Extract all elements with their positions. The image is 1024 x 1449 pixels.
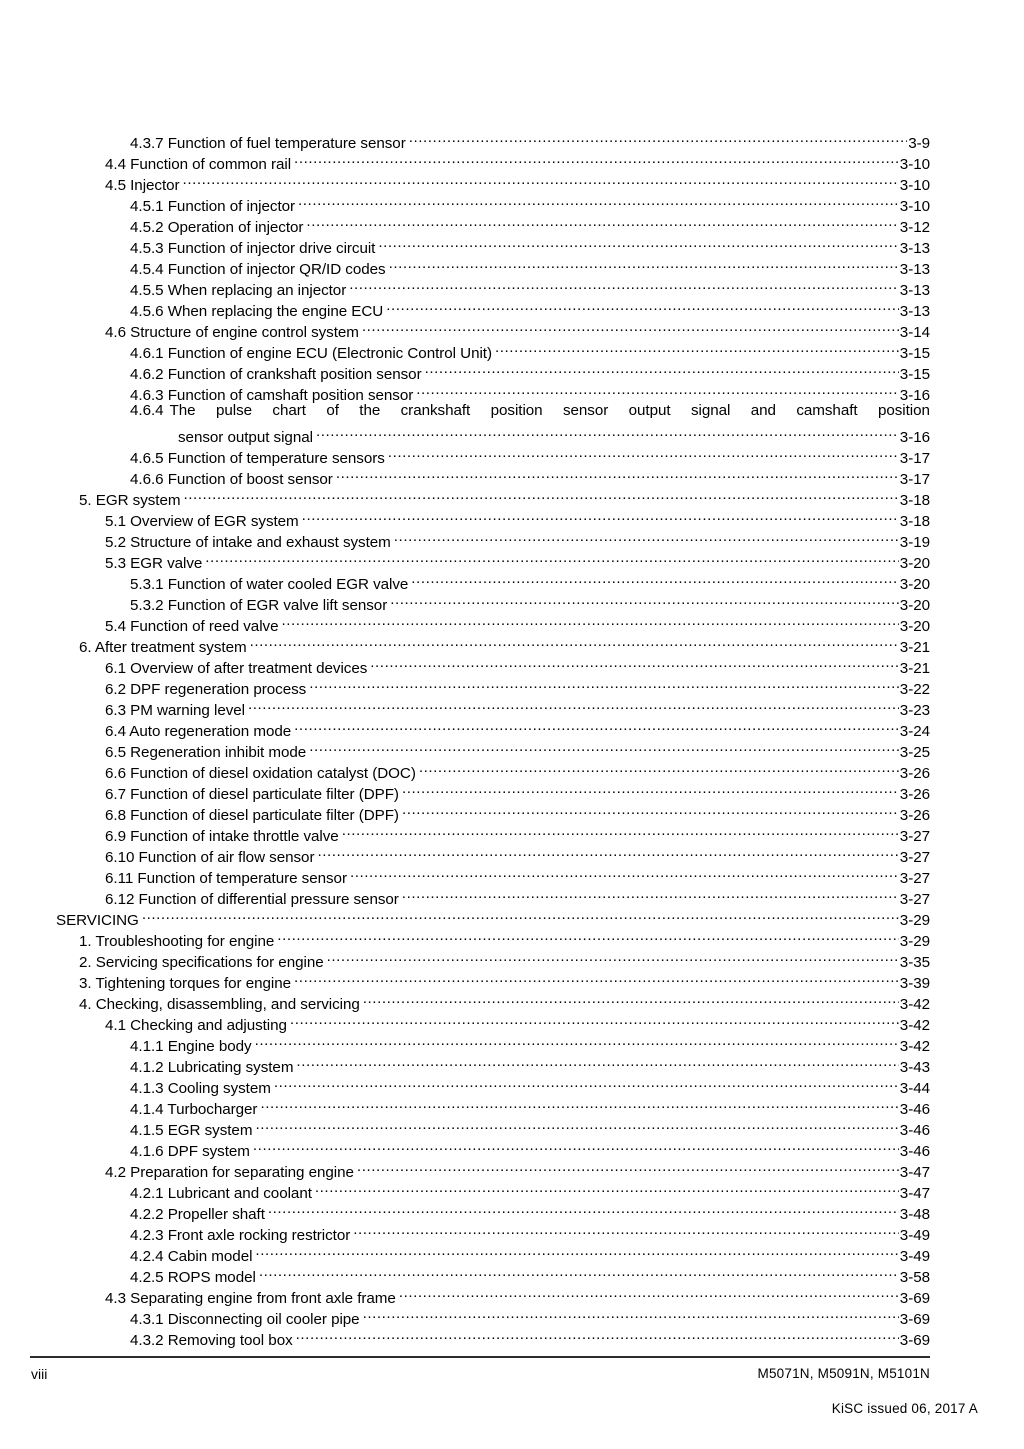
footer-divider bbox=[30, 1356, 930, 1358]
toc-entry-label: 4.3.2 Removing tool box bbox=[130, 1332, 293, 1349]
toc-entry[interactable] bbox=[0, 1156, 1024, 1181]
toc-page-number: 3-27 bbox=[899, 891, 930, 908]
toc-page-number: 3-29 bbox=[899, 912, 930, 929]
toc-leader-dots bbox=[399, 1282, 899, 1303]
toc-leader-dots bbox=[183, 169, 899, 190]
toc-page-number: 3-24 bbox=[899, 723, 930, 740]
toc-entry-label: 4. Checking, disassembling, and servicing bbox=[79, 996, 360, 1013]
toc-entry-label: 4.3 Separating engine from front axle frame bbox=[105, 1290, 396, 1307]
toc-entry[interactable] bbox=[0, 946, 1024, 971]
toc-entry[interactable] bbox=[0, 1303, 1024, 1328]
toc-entry-line-2 bbox=[130, 421, 930, 446]
footer-issue-note: KiSC issued 06, 2017 A bbox=[831, 1401, 978, 1416]
toc-leader-dots bbox=[386, 295, 899, 316]
toc-page-number: 3-39 bbox=[899, 975, 930, 992]
toc-leader-dots bbox=[327, 946, 899, 967]
toc-entry[interactable] bbox=[0, 820, 1024, 845]
toc-entry-label: 4.6.1 Function of engine ECU (Electronic Control Unit) bbox=[130, 345, 492, 362]
footer-model-numbers: M5071N, M5091N, M5101N bbox=[757, 1366, 930, 1381]
toc-entry-label: 6.9 Function of intake throttle valve bbox=[105, 828, 339, 845]
toc-entry[interactable] bbox=[0, 778, 1024, 803]
toc-page-number: 3-26 bbox=[899, 786, 930, 803]
toc-entry-number: 4.6.4 bbox=[130, 402, 164, 419]
toc-entry[interactable] bbox=[0, 757, 1024, 782]
toc-entry[interactable] bbox=[0, 631, 1024, 656]
toc-page-number: 3-27 bbox=[899, 870, 930, 887]
toc-entry[interactable] bbox=[0, 127, 1024, 152]
toc-page-number: 3-13 bbox=[899, 261, 930, 278]
toc-leader-dots bbox=[281, 610, 898, 631]
toc-leader-dots bbox=[425, 358, 899, 379]
toc-leader-dots bbox=[260, 1093, 898, 1114]
toc-entry[interactable] bbox=[0, 400, 1024, 446]
toc-entry[interactable] bbox=[0, 1030, 1024, 1055]
toc-page-number: 3-13 bbox=[899, 282, 930, 299]
toc-page-number: 3-20 bbox=[899, 576, 930, 593]
toc-entry[interactable] bbox=[0, 526, 1024, 551]
toc-entry[interactable] bbox=[0, 211, 1024, 236]
toc-entry-label: 4.1.3 Cooling system bbox=[130, 1080, 271, 1097]
toc-page-number: 3-35 bbox=[899, 954, 930, 971]
toc-entry[interactable] bbox=[0, 652, 1024, 677]
toc-entry[interactable] bbox=[0, 862, 1024, 887]
toc-entry-label: SERVICING bbox=[56, 912, 139, 929]
toc-entry-label: 4.6.2 Function of crankshaft position sensor bbox=[130, 366, 422, 383]
toc-entry-label: 2. Servicing specifications for engine bbox=[79, 954, 324, 971]
toc-leader-dots bbox=[255, 1030, 899, 1051]
toc-entry-label: 6.4 Auto regeneration mode bbox=[105, 723, 292, 740]
toc-entry-label: 6.7 Function of diesel particulate filter (DPF) bbox=[105, 786, 399, 803]
toc-leader-dots bbox=[255, 1240, 898, 1261]
toc-entry-label: 4.2.2 Propeller shaft bbox=[130, 1206, 265, 1223]
toc-entry-label: 4.3.7 Function of fuel temperature sensor bbox=[130, 135, 406, 152]
toc-page-number: 3-17 bbox=[899, 450, 930, 467]
toc-entry-label: 4.1.5 EGR system bbox=[130, 1122, 253, 1139]
toc-entry-label: 6.12 Function of differential pressure sensor bbox=[105, 891, 399, 908]
toc-entry[interactable] bbox=[0, 736, 1024, 761]
toc-leader-dots bbox=[205, 547, 899, 568]
toc-entry[interactable] bbox=[0, 148, 1024, 173]
toc-entry[interactable] bbox=[0, 505, 1024, 530]
toc-leader-dots bbox=[296, 1324, 899, 1345]
toc-leader-dots bbox=[315, 1177, 899, 1198]
toc-entry-label: 6.8 Function of diesel particulate filter (DPF) bbox=[105, 807, 399, 824]
toc-leader-dots bbox=[316, 421, 899, 442]
toc-leader-dots bbox=[370, 652, 899, 673]
toc-entry-label: 4.6.3 Function of camshaft position sensor bbox=[130, 387, 414, 404]
toc-page-number: 3-13 bbox=[899, 303, 930, 320]
toc-leader-dots bbox=[350, 862, 899, 883]
toc-page-number: 3-43 bbox=[899, 1059, 930, 1076]
toc-entry-label: 6.3 PM warning level bbox=[105, 702, 245, 719]
toc-entry-label: 4.6.5 Function of temperature sensors bbox=[130, 450, 385, 467]
toc-entry-label: 4.5.3 Function of injector drive circuit bbox=[130, 240, 376, 257]
toc-page-number: 3-12 bbox=[899, 219, 930, 236]
toc-entry[interactable] bbox=[0, 190, 1024, 215]
toc-entry[interactable] bbox=[0, 1282, 1024, 1307]
toc-page-number: 3-16 bbox=[899, 429, 930, 446]
toc-page-number: 3-9 bbox=[908, 135, 930, 152]
toc-page-number: 3-49 bbox=[899, 1248, 930, 1265]
toc-leader-dots bbox=[294, 715, 899, 736]
toc-leader-dots bbox=[302, 505, 899, 526]
toc-entry[interactable] bbox=[0, 673, 1024, 698]
toc-leader-dots bbox=[416, 379, 899, 400]
toc-page-number: 3-27 bbox=[899, 828, 930, 845]
toc-leader-dots bbox=[349, 274, 899, 295]
toc-leader-dots bbox=[495, 337, 899, 358]
toc-page-number: 3-42 bbox=[899, 996, 930, 1013]
toc-entry[interactable] bbox=[0, 379, 1024, 404]
toc-leader-dots bbox=[294, 967, 899, 988]
toc-entry[interactable] bbox=[0, 568, 1024, 593]
toc-entry[interactable] bbox=[0, 1219, 1024, 1244]
toc-entry[interactable] bbox=[0, 169, 1024, 194]
toc-page-number: 3-19 bbox=[899, 534, 930, 551]
toc-page-number: 3-10 bbox=[899, 156, 930, 173]
toc-entry-label: 4.1 Checking and adjusting bbox=[105, 1017, 287, 1034]
toc-page-number: 3-47 bbox=[899, 1164, 930, 1181]
toc-entry[interactable] bbox=[0, 589, 1024, 614]
toc-entry-label: 4.2.3 Front axle rocking restrictor bbox=[130, 1227, 351, 1244]
toc-page-number: 3-18 bbox=[899, 492, 930, 509]
toc-page-number: 3-20 bbox=[899, 597, 930, 614]
toc-leader-dots bbox=[419, 757, 899, 778]
toc-leader-dots bbox=[253, 1135, 899, 1156]
toc-entry[interactable] bbox=[0, 988, 1024, 1013]
toc-entry-label: 5.3.1 Function of water cooled EGR valve bbox=[130, 576, 409, 593]
toc-leader-dots bbox=[353, 1219, 899, 1240]
table-of-contents bbox=[0, 127, 1024, 1349]
toc-page-number: 3-69 bbox=[899, 1332, 930, 1349]
toc-leader-dots bbox=[274, 1072, 899, 1093]
toc-leader-dots bbox=[277, 925, 899, 946]
toc-entry-label: 4.6.6 Function of boost sensor bbox=[130, 471, 333, 488]
toc-entry[interactable] bbox=[0, 1261, 1024, 1286]
toc-entry-label: 1. Troubleshooting for engine bbox=[79, 933, 275, 950]
toc-leader-dots bbox=[402, 883, 899, 904]
toc-entry-label: 4.2.5 ROPS model bbox=[130, 1269, 256, 1286]
toc-page-number: 3-23 bbox=[899, 702, 930, 719]
toc-page-number: 3-10 bbox=[899, 198, 930, 215]
toc-page-number: 3-46 bbox=[899, 1143, 930, 1160]
toc-entry[interactable] bbox=[0, 1324, 1024, 1349]
toc-leader-dots bbox=[388, 442, 899, 463]
toc-entry[interactable] bbox=[0, 463, 1024, 488]
toc-entry[interactable] bbox=[0, 442, 1024, 467]
toc-entry-label: 4.1.2 Lubricating system bbox=[130, 1059, 294, 1076]
toc-page-number: 3-44 bbox=[899, 1080, 930, 1097]
toc-page-number: 3-47 bbox=[899, 1185, 930, 1202]
toc-leader-dots bbox=[183, 484, 898, 505]
toc-leader-dots bbox=[317, 841, 898, 862]
toc-entry[interactable] bbox=[0, 358, 1024, 383]
toc-page-number: 3-29 bbox=[899, 933, 930, 950]
toc-entry[interactable] bbox=[0, 253, 1024, 278]
toc-entry-label: 3. Tightening torques for engine bbox=[79, 975, 292, 992]
toc-leader-dots bbox=[259, 1261, 899, 1282]
toc-entry[interactable] bbox=[0, 316, 1024, 341]
toc-entry[interactable] bbox=[0, 1177, 1024, 1202]
toc-entry-label: 4.5.1 Function of injector bbox=[130, 198, 296, 215]
toc-leader-dots bbox=[363, 988, 899, 1009]
toc-entry-label: 4.1.4 Turbocharger bbox=[130, 1101, 258, 1118]
toc-leader-dots bbox=[336, 463, 899, 484]
toc-leader-dots bbox=[389, 253, 899, 274]
toc-leader-dots bbox=[411, 568, 899, 589]
toc-leader-dots bbox=[362, 316, 899, 337]
toc-entry[interactable] bbox=[0, 904, 1024, 929]
toc-entry-label: 5.1 Overview of EGR system bbox=[105, 513, 299, 530]
toc-leader-dots bbox=[248, 694, 899, 715]
toc-entry-label: 6.1 Overview of after treatment devices bbox=[105, 660, 368, 677]
toc-entry-label: 4.3.1 Disconnecting oil cooler pipe bbox=[130, 1311, 360, 1328]
toc-entry-label: 6.5 Regeneration inhibit mode bbox=[105, 744, 307, 761]
toc-page-number: 3-15 bbox=[899, 345, 930, 362]
toc-leader-dots bbox=[142, 904, 899, 925]
toc-entry-label: 5. EGR system bbox=[79, 492, 181, 509]
toc-page-number: 3-69 bbox=[899, 1290, 930, 1307]
toc-entry-label: 4.2 Preparation for separating engine bbox=[105, 1164, 354, 1181]
toc-page-number: 3-27 bbox=[899, 849, 930, 866]
toc-leader-dots bbox=[394, 526, 899, 547]
toc-entry-label: 6.11 Function of temperature sensor bbox=[105, 870, 347, 887]
toc-leader-dots bbox=[255, 1114, 898, 1135]
toc-entry-line-1 bbox=[130, 400, 930, 421]
toc-entry-label: 4.6 Structure of engine control system bbox=[105, 324, 359, 341]
toc-page-number: 3-15 bbox=[899, 366, 930, 383]
toc-leader-dots bbox=[309, 736, 899, 757]
toc-page-number: 3-48 bbox=[899, 1206, 930, 1223]
toc-entry-label: 4.2.1 Lubricant and coolant bbox=[130, 1185, 312, 1202]
toc-entry[interactable] bbox=[0, 799, 1024, 824]
toc-page-number: 3-42 bbox=[899, 1038, 930, 1055]
toc-entry[interactable] bbox=[0, 610, 1024, 635]
toc-entry-label: 6.10 Function of air flow sensor bbox=[105, 849, 315, 866]
toc-entry-row bbox=[130, 1324, 930, 1351]
toc-page-number: 3-69 bbox=[899, 1311, 930, 1328]
toc-entry[interactable] bbox=[0, 547, 1024, 572]
toc-entry-label: 6.2 DPF regeneration process bbox=[105, 681, 307, 698]
toc-page-number: 3-14 bbox=[899, 324, 930, 341]
toc-page-number: 3-21 bbox=[899, 660, 930, 677]
toc-entry-label: 4.2.4 Cabin model bbox=[130, 1248, 253, 1265]
toc-entry-label: 6.6 Function of diesel oxidation catalyst (DOC) bbox=[105, 765, 416, 782]
toc-entry-label: 4.5.4 Function of injector QR/ID codes bbox=[130, 261, 386, 278]
toc-page-number: 3-58 bbox=[899, 1269, 930, 1286]
toc-entry[interactable] bbox=[0, 1051, 1024, 1076]
toc-leader-dots bbox=[250, 631, 899, 652]
toc-entry-label: 4.1.6 DPF system bbox=[130, 1143, 250, 1160]
toc-page-number: 3-46 bbox=[899, 1122, 930, 1139]
toc-leader-dots bbox=[296, 1051, 898, 1072]
toc-page-number: 3-20 bbox=[899, 555, 930, 572]
toc-entry[interactable] bbox=[0, 694, 1024, 719]
toc-entry-label: 4.4 Function of common rail bbox=[105, 156, 292, 173]
toc-leader-dots bbox=[402, 799, 899, 820]
toc-page-number: 3-21 bbox=[899, 639, 930, 656]
toc-leader-dots bbox=[294, 148, 899, 169]
toc-entry[interactable] bbox=[0, 295, 1024, 320]
toc-entry[interactable] bbox=[0, 883, 1024, 908]
toc-entry-label: 4.5 Injector bbox=[105, 177, 180, 194]
toc-page-number: 3-42 bbox=[899, 1017, 930, 1034]
toc-entry-label: 4.5.6 When replacing the engine ECU bbox=[130, 303, 384, 320]
toc-entry-label: 4.5.2 Operation of injector bbox=[130, 219, 304, 236]
toc-entry-label: 5.4 Function of reed valve bbox=[105, 618, 279, 635]
toc-page-number: 3-16 bbox=[899, 387, 930, 404]
toc-entry[interactable] bbox=[0, 1114, 1024, 1139]
toc-page-number: 3-46 bbox=[899, 1101, 930, 1118]
toc-entry[interactable] bbox=[0, 337, 1024, 362]
toc-leader-dots bbox=[306, 211, 898, 232]
toc-leader-dots bbox=[309, 673, 899, 694]
toc-page-number: 3-20 bbox=[899, 618, 930, 635]
toc-leader-dots bbox=[402, 778, 899, 799]
toc-leader-dots bbox=[298, 190, 899, 211]
toc-entry-label: 5.3 EGR valve bbox=[105, 555, 203, 572]
toc-entry-label: 6. After treatment system bbox=[79, 639, 247, 656]
toc-page-number: 3-49 bbox=[899, 1227, 930, 1244]
toc-leader-dots bbox=[378, 232, 898, 253]
toc-entry-label: 5.2 Structure of intake and exhaust system bbox=[105, 534, 391, 551]
toc-entry[interactable] bbox=[0, 274, 1024, 299]
toc-entry-label: 4.1.1 Engine body bbox=[130, 1038, 252, 1055]
toc-leader-dots bbox=[342, 820, 899, 841]
toc-entry[interactable] bbox=[0, 1198, 1024, 1223]
toc-leader-dots bbox=[268, 1198, 899, 1219]
toc-entry[interactable] bbox=[0, 1135, 1024, 1160]
toc-page-number: 3-18 bbox=[899, 513, 930, 530]
toc-page-number: 3-13 bbox=[899, 240, 930, 257]
toc-leader-dots bbox=[363, 1303, 899, 1324]
toc-entry-label: 5.3.2 Function of EGR valve lift sensor bbox=[130, 597, 388, 614]
toc-entry[interactable] bbox=[0, 715, 1024, 740]
toc-entry[interactable] bbox=[0, 232, 1024, 257]
toc-leader-dots bbox=[290, 1009, 899, 1030]
toc-leader-dots bbox=[390, 589, 899, 610]
toc-entry-label: 4.5.5 When replacing an injector bbox=[130, 282, 347, 299]
footer-page-number: viii bbox=[31, 1366, 48, 1382]
toc-entry[interactable] bbox=[0, 967, 1024, 992]
toc-entry[interactable] bbox=[0, 1240, 1024, 1265]
toc-entry[interactable] bbox=[0, 841, 1024, 866]
toc-page-number: 3-26 bbox=[899, 807, 930, 824]
toc-leader-dots bbox=[357, 1156, 899, 1177]
toc-entry[interactable] bbox=[0, 1009, 1024, 1034]
toc-page-number: 3-17 bbox=[899, 471, 930, 488]
toc-page-number: 3-25 bbox=[899, 744, 930, 761]
toc-entry[interactable] bbox=[0, 484, 1024, 509]
toc-entry[interactable] bbox=[0, 925, 1024, 950]
toc-entry-label-part-2: sensor output signal bbox=[178, 429, 313, 446]
toc-page-number: 3-10 bbox=[899, 177, 930, 194]
toc-page-number: 3-22 bbox=[899, 681, 930, 698]
toc-entry-label-part-1: The pulse chart of the crankshaft position sensor output signal and camshaft position bbox=[169, 402, 930, 419]
toc-leader-dots bbox=[409, 127, 907, 148]
toc-entry[interactable] bbox=[0, 1093, 1024, 1118]
toc-page-number: 3-26 bbox=[899, 765, 930, 782]
toc-entry[interactable] bbox=[0, 1072, 1024, 1097]
